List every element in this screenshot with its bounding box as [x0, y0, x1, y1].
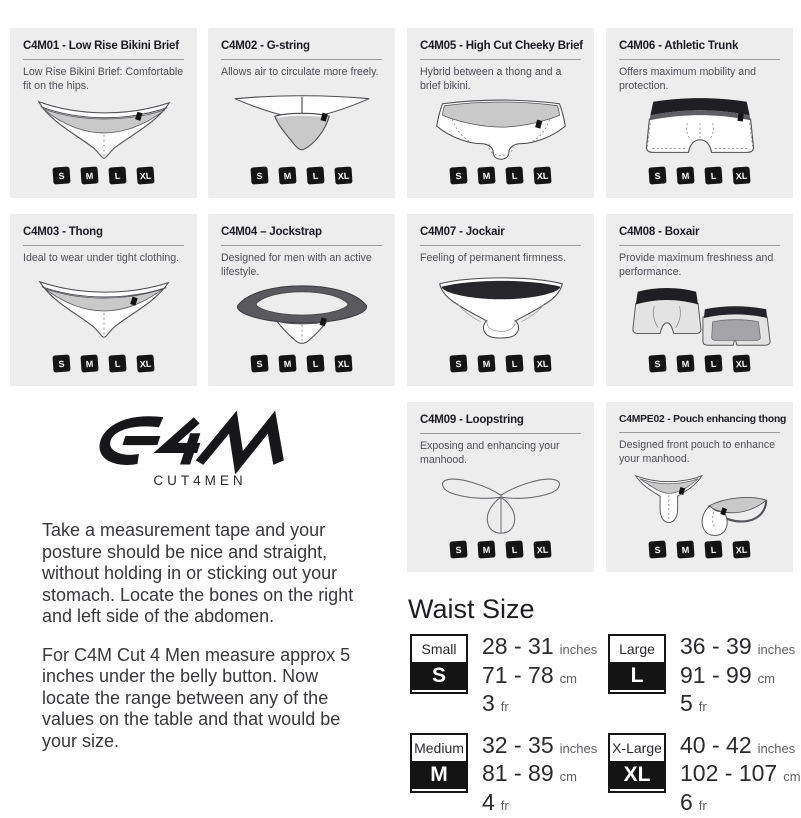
cm-row — [482, 761, 597, 790]
inches-unit: inches — [560, 642, 598, 657]
divider — [619, 59, 780, 60]
fr-value: 3 — [482, 690, 495, 716]
size-badges — [23, 355, 184, 372]
product-title: C4M05 - High Cut Cheeky Brief — [420, 40, 581, 52]
product-description: Offers maximum mobility and protection. — [619, 66, 780, 94]
size-badge-xl: XL — [732, 354, 750, 372]
jockstrap-illustration — [221, 280, 382, 353]
product-title: C4M09 - Loopstring — [420, 414, 581, 426]
cm-unit: cm — [560, 671, 577, 686]
product-description: Allows air to circulate more freely. — [221, 66, 382, 80]
fr-value: 6 — [680, 789, 693, 815]
product-description: Feeling of permanent firmness. — [420, 252, 581, 266]
size-badge-xl: XL — [732, 166, 750, 184]
size-badge-xl: XL — [136, 166, 154, 184]
brand-wordmark: CUT4MEN — [40, 473, 360, 488]
product-description: Designed front pouch to enhance your manhood. — [619, 439, 780, 467]
inches-row — [482, 733, 597, 762]
size-badge-m: M — [80, 166, 98, 184]
waist-size-table — [410, 634, 794, 818]
fr-row — [482, 691, 597, 720]
instructions-paragraph-1: Take a measurement tape and your posture should be nice and straight, without holding in or sticking out your stomach. Locate the bones on the right and left side of the abdomen. — [42, 520, 354, 628]
product-description: Ideal to wear under tight clothing. — [23, 252, 184, 266]
inches-row — [680, 733, 801, 762]
product-card-c4m02 — [208, 28, 395, 198]
inches-row — [680, 634, 795, 663]
size-badge-l: L — [306, 166, 324, 184]
brand-block — [40, 413, 360, 488]
fr-unit: fr — [699, 798, 707, 813]
size-badge-l: L — [704, 540, 722, 558]
size-badge-xl: XL — [136, 354, 154, 372]
size-badges — [420, 167, 581, 184]
size-badge-s: S — [250, 354, 268, 372]
inches-unit: inches — [758, 741, 796, 756]
size-badge-s: S — [52, 354, 70, 372]
instructions-paragraph-2: For C4M Cut 4 Men measure approx 5 inches under the belly button. Now locate the range between any of the values on the table and that would be your size. — [42, 645, 354, 753]
waist-entry-large — [608, 634, 794, 720]
jockair-illustration — [420, 266, 581, 353]
size-badge-xl: XL — [334, 166, 352, 184]
inches-value: 36 - 39 — [680, 633, 752, 659]
product-title: C4M02 - G-string — [221, 40, 382, 52]
g-string-illustration — [221, 80, 382, 165]
size-box-large — [608, 634, 666, 694]
product-title: C4MPE02 - Pouch enhancing thong — [619, 414, 780, 425]
size-badge-s: S — [648, 166, 666, 184]
product-title: C4M01 - Low Rise Bikini Brief — [23, 40, 184, 52]
divider — [23, 59, 184, 60]
cm-unit: cm — [783, 769, 800, 784]
athletic-trunk-illustration — [619, 94, 780, 165]
size-badge-s: S — [648, 540, 666, 558]
size-badge-s: S — [52, 166, 70, 184]
size-badges — [221, 355, 382, 372]
waist-size-heading: Waist Size — [408, 594, 535, 625]
size-code: M — [412, 761, 466, 789]
size-badge-m: M — [477, 166, 495, 184]
size-badge-m: M — [676, 354, 694, 372]
size-badge-m: M — [477, 354, 495, 372]
size-badge-l: L — [306, 354, 324, 372]
boxair-illustration — [619, 280, 780, 353]
size-code: XL — [610, 761, 664, 789]
divider — [221, 245, 382, 246]
low-rise-bikini-brief-illustration — [23, 94, 184, 165]
size-code: S — [412, 662, 466, 690]
size-box-small — [410, 634, 468, 694]
inches-value: 32 - 35 — [482, 732, 554, 758]
product-card-c4m06 — [606, 28, 793, 198]
size-badge-l: L — [505, 166, 523, 184]
cm-value: 91 - 99 — [680, 662, 752, 688]
size-badge-s: S — [250, 166, 268, 184]
cm-value: 81 - 89 — [482, 760, 554, 786]
waist-entry-small — [410, 634, 608, 720]
size-label: Large — [610, 636, 664, 662]
product-description: Low Rise Bikini Brief: Comfortable fit on the hips. — [23, 66, 184, 94]
size-badge-xl: XL — [533, 354, 551, 372]
product-title: C4M08 - Boxair — [619, 226, 780, 238]
divider — [221, 59, 382, 60]
waist-entry-medium — [410, 733, 608, 818]
cm-unit: cm — [758, 671, 775, 686]
waist-entry-xlarge — [608, 733, 794, 818]
c4m-logo-icon — [94, 413, 306, 470]
fr-unit: fr — [699, 699, 707, 714]
size-badge-l: L — [505, 540, 523, 558]
size-values — [482, 634, 597, 720]
size-badge-l: L — [704, 166, 722, 184]
size-badge-l: L — [108, 166, 126, 184]
size-badges — [420, 355, 581, 372]
product-description: Exposing and enhancing your manhood. — [420, 440, 581, 468]
product-card-c4mpe02 — [606, 402, 793, 572]
divider — [420, 433, 581, 434]
size-badge-s: S — [648, 354, 666, 372]
size-badge-s: S — [449, 166, 467, 184]
divider — [619, 245, 780, 246]
size-badges — [619, 541, 780, 558]
product-description: Designed for men with an active lifestyle. — [221, 252, 382, 280]
cm-unit: cm — [560, 769, 577, 784]
size-badge-m: M — [278, 166, 296, 184]
size-badge-m: M — [676, 166, 694, 184]
loopstring-illustration — [420, 468, 581, 539]
size-badge-s: S — [449, 540, 467, 558]
cm-row — [482, 663, 597, 692]
product-card-c4m01 — [10, 28, 197, 198]
pouch-enhancing-thong-illustration — [619, 467, 780, 539]
product-card-c4m03 — [10, 214, 197, 386]
size-badge-xl: XL — [533, 540, 551, 558]
product-card-c4m07 — [407, 214, 594, 386]
size-box-medium — [410, 733, 468, 793]
product-description: Hybrid between a thong and a brief bikini. — [420, 66, 581, 94]
size-badge-l: L — [108, 354, 126, 372]
product-card-c4m05 — [407, 28, 594, 198]
inches-unit: inches — [758, 642, 796, 657]
product-card-c4m09 — [407, 402, 594, 572]
cm-row — [680, 663, 795, 692]
size-values — [482, 733, 597, 818]
fr-row — [482, 790, 597, 818]
divider — [420, 59, 581, 60]
product-card-c4m08 — [606, 214, 793, 386]
fr-value: 4 — [482, 789, 495, 815]
fr-row — [680, 790, 801, 818]
fr-row — [680, 691, 795, 720]
product-card-c4m04 — [208, 214, 395, 386]
high-cut-cheeky-brief-illustration — [420, 94, 581, 165]
size-badge-l: L — [704, 354, 722, 372]
size-label: Small — [412, 636, 466, 662]
product-title: C4M03 - Thong — [23, 226, 184, 238]
cm-value: 71 - 78 — [482, 662, 554, 688]
size-values — [680, 733, 801, 818]
inches-row — [482, 634, 597, 663]
size-badges — [619, 167, 780, 184]
size-badge-m: M — [80, 354, 98, 372]
inches-value: 40 - 42 — [680, 732, 752, 758]
size-badge-xl: XL — [334, 354, 352, 372]
cm-value: 102 - 107 — [680, 760, 777, 786]
size-label: Medium — [412, 735, 466, 761]
size-box-xlarge — [608, 733, 666, 793]
fr-unit: fr — [501, 798, 509, 813]
fr-unit: fr — [501, 699, 509, 714]
inches-unit: inches — [560, 741, 598, 756]
divider — [619, 432, 780, 433]
size-badge-l: L — [505, 354, 523, 372]
measurement-instructions — [42, 520, 354, 752]
divider — [23, 245, 184, 246]
product-title: C4M06 - Athletic Trunk — [619, 40, 780, 52]
thong-illustration — [23, 266, 184, 353]
size-badge-xl: XL — [533, 166, 551, 184]
size-badge-xl: XL — [732, 540, 750, 558]
size-values — [680, 634, 795, 720]
size-badges — [420, 541, 581, 558]
size-badges — [23, 167, 184, 184]
size-badges — [221, 167, 382, 184]
size-label: X-Large — [610, 735, 664, 761]
size-badges — [619, 355, 780, 372]
divider — [420, 245, 581, 246]
product-description: Provide maximum freshness and performance. — [619, 252, 780, 280]
size-badge-m: M — [278, 354, 296, 372]
size-badge-s: S — [449, 354, 467, 372]
size-badge-m: M — [477, 540, 495, 558]
size-badge-m: M — [676, 540, 694, 558]
product-title: C4M04 – Jockstrap — [221, 226, 382, 238]
inches-value: 28 - 31 — [482, 633, 554, 659]
cm-row — [680, 761, 801, 790]
size-code: L — [610, 662, 664, 690]
fr-value: 5 — [680, 690, 693, 716]
product-title: C4M07 - Jockair — [420, 226, 581, 238]
